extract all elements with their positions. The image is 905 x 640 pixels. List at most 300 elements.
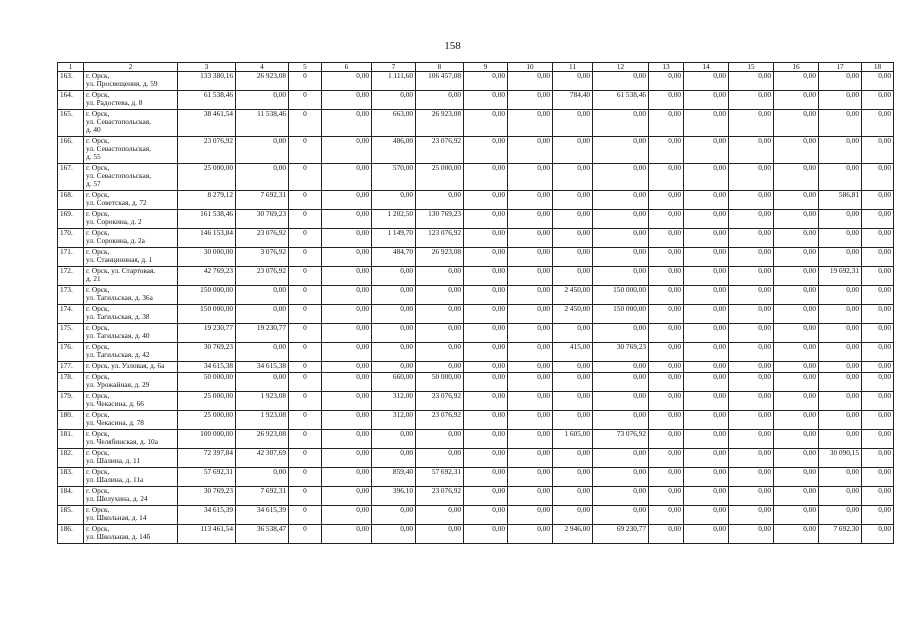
value-cell: 0,00 xyxy=(862,430,894,449)
value-cell: 0,00 xyxy=(464,487,508,506)
value-cell: 0,00 xyxy=(649,430,684,449)
value-cell: 34 615,39 xyxy=(178,506,236,525)
value-cell: 150 000,00 xyxy=(178,305,236,324)
value-cell: 0,00 xyxy=(322,430,372,449)
value-cell: 0,00 xyxy=(862,137,894,164)
value-cell: 0,00 xyxy=(508,343,553,362)
address-line: г. Орск, xyxy=(86,71,110,80)
value-cell: 0,00 xyxy=(322,72,372,91)
value-cell: 0,00 xyxy=(684,468,729,487)
value-cell: 0,00 xyxy=(464,324,508,343)
value-cell: 0 xyxy=(289,430,322,449)
value-cell: 150 000,00 xyxy=(178,286,236,305)
value-cell: 0,00 xyxy=(774,286,819,305)
value-cell: 0,00 xyxy=(819,286,862,305)
value-cell: 0,00 xyxy=(862,324,894,343)
value-cell: 1 111,60 xyxy=(372,72,416,91)
value-cell: 0,00 xyxy=(416,362,464,373)
value-cell: 0,00 xyxy=(508,305,553,324)
header-row xyxy=(58,63,894,72)
address-line: ул. Чекасина, д. 78 xyxy=(86,418,144,427)
table-row xyxy=(58,525,894,544)
value-cell: 0,00 xyxy=(649,506,684,525)
value-cell: 0,00 xyxy=(729,525,774,544)
value-cell: 42 307,69 xyxy=(236,449,289,468)
value-cell: 0,00 xyxy=(729,137,774,164)
value-cell: 0,00 xyxy=(508,468,553,487)
address-line: ул. Школьная, д. 14 xyxy=(86,513,147,522)
address-line: д. 40 xyxy=(86,125,101,134)
value-cell: 0,00 xyxy=(322,191,372,210)
value-cell: 100 000,00 xyxy=(178,430,236,449)
value-cell: 0,00 xyxy=(508,286,553,305)
value-cell: 0,00 xyxy=(593,449,649,468)
value-cell: 0,00 xyxy=(593,373,649,392)
address-cell xyxy=(84,305,178,324)
value-cell: 61 538,46 xyxy=(178,91,236,110)
table-row xyxy=(58,506,894,525)
value-cell: 0,00 xyxy=(464,392,508,411)
value-cell: 0,00 xyxy=(322,449,372,468)
value-cell: 0,00 xyxy=(322,110,372,137)
value-cell: 0,00 xyxy=(464,110,508,137)
row-number: 174. xyxy=(58,305,84,324)
address-cell xyxy=(84,373,178,392)
row-number: 173. xyxy=(58,286,84,305)
table-row xyxy=(58,91,894,110)
address-line: д. 55 xyxy=(86,152,101,161)
value-cell: 0,00 xyxy=(508,324,553,343)
address-cell xyxy=(84,248,178,267)
value-cell: 0,00 xyxy=(819,324,862,343)
value-cell: 0,00 xyxy=(729,373,774,392)
value-cell: 0,00 xyxy=(372,305,416,324)
value-cell: 0,00 xyxy=(553,506,593,525)
value-cell: 0,00 xyxy=(862,392,894,411)
address-line: г. Орск, xyxy=(86,109,110,118)
value-cell: 0,00 xyxy=(819,110,862,137)
value-cell: 0 xyxy=(289,229,322,248)
address-line: ул. Шалина, д. 11 xyxy=(86,456,141,465)
value-cell: 0,00 xyxy=(593,210,649,229)
address-line: г. Орск, xyxy=(86,247,110,256)
value-cell: 0 xyxy=(289,449,322,468)
value-cell: 8 279,12 xyxy=(178,191,236,210)
value-cell: 30 000,00 xyxy=(178,248,236,267)
value-cell: 0,00 xyxy=(774,164,819,191)
value-cell: 0,00 xyxy=(774,305,819,324)
value-cell: 0,00 xyxy=(774,449,819,468)
value-cell: 0,00 xyxy=(464,449,508,468)
value-cell: 73 076,92 xyxy=(593,430,649,449)
value-cell: 0,00 xyxy=(372,525,416,544)
table-row xyxy=(58,324,894,343)
value-cell: 1 149,70 xyxy=(372,229,416,248)
table-row xyxy=(58,487,894,506)
value-cell: 25 000,00 xyxy=(416,164,464,191)
value-cell: 0 xyxy=(289,525,322,544)
value-cell: 0,00 xyxy=(774,362,819,373)
address-line: г. Орск, xyxy=(86,136,110,145)
address-line: г. Орск, ул. Узловая, д. 6а xyxy=(86,361,165,370)
value-cell: 0,00 xyxy=(464,430,508,449)
value-cell: 0,00 xyxy=(553,411,593,430)
value-cell: 0,00 xyxy=(416,324,464,343)
value-cell: 0,00 xyxy=(322,286,372,305)
value-cell: 7 692,31 xyxy=(236,191,289,210)
row-number: 177. xyxy=(58,362,84,373)
value-cell: 0,00 xyxy=(774,373,819,392)
value-cell: 312,00 xyxy=(372,411,416,430)
value-cell: 0,00 xyxy=(416,191,464,210)
value-cell: 0,00 xyxy=(508,525,553,544)
value-cell: 57 692,31 xyxy=(178,468,236,487)
value-cell: 0,00 xyxy=(236,286,289,305)
value-cell: 0,00 xyxy=(862,525,894,544)
value-cell: 0,00 xyxy=(464,525,508,544)
value-cell: 0,00 xyxy=(322,411,372,430)
value-cell: 0,00 xyxy=(322,210,372,229)
value-cell: 0,00 xyxy=(649,343,684,362)
column-header: 18 xyxy=(862,63,894,72)
address-line: г. Орск, xyxy=(86,429,110,438)
address-cell xyxy=(84,191,178,210)
column-header: 10 xyxy=(508,63,553,72)
value-cell: 0,00 xyxy=(553,373,593,392)
value-cell: 30 769,23 xyxy=(178,487,236,506)
address-line: ул. Урожайная, д. 29 xyxy=(86,380,150,389)
address-line: ул. Севастопольская, xyxy=(86,144,151,153)
value-cell: 0,00 xyxy=(508,191,553,210)
value-cell: 0,00 xyxy=(862,468,894,487)
value-cell: 0,00 xyxy=(416,267,464,286)
value-cell: 0,00 xyxy=(649,449,684,468)
value-cell: 72 397,84 xyxy=(178,449,236,468)
address-line: ул. Севастопольская, xyxy=(86,117,151,126)
value-cell: 0,00 xyxy=(729,110,774,137)
column-header: 2 xyxy=(84,63,178,72)
address-line: ул. Станционная, д. 1 xyxy=(86,255,153,264)
value-cell: 0,00 xyxy=(416,305,464,324)
value-cell: 484,70 xyxy=(372,248,416,267)
value-cell: 0 xyxy=(289,110,322,137)
row-number: 181. xyxy=(58,430,84,449)
address-line: ул. Шалина, д. 11а xyxy=(86,475,144,484)
value-cell: 23 076,92 xyxy=(236,229,289,248)
value-cell: 30 769,23 xyxy=(178,343,236,362)
value-cell: 0,00 xyxy=(593,229,649,248)
value-cell: 0,00 xyxy=(649,286,684,305)
value-cell: 0,00 xyxy=(508,449,553,468)
value-cell: 0,00 xyxy=(819,137,862,164)
row-number: 180. xyxy=(58,411,84,430)
value-cell: 0,00 xyxy=(416,91,464,110)
value-cell: 2 946,00 xyxy=(553,525,593,544)
value-cell: 1 923,08 xyxy=(236,411,289,430)
column-header: 16 xyxy=(774,63,819,72)
value-cell: 0,00 xyxy=(553,468,593,487)
value-cell: 0 xyxy=(289,506,322,525)
column-header: 14 xyxy=(684,63,729,72)
value-cell: 0,00 xyxy=(372,286,416,305)
value-cell: 0,00 xyxy=(464,373,508,392)
value-cell: 0,00 xyxy=(464,286,508,305)
row-number: 185. xyxy=(58,506,84,525)
column-header: 15 xyxy=(729,63,774,72)
value-cell: 0,00 xyxy=(819,468,862,487)
value-cell: 0,00 xyxy=(774,506,819,525)
value-cell: 0,00 xyxy=(372,506,416,525)
value-cell: 0,00 xyxy=(508,506,553,525)
value-cell: 0,00 xyxy=(774,487,819,506)
value-cell: 0,00 xyxy=(322,91,372,110)
table-row xyxy=(58,362,894,373)
table-row xyxy=(58,449,894,468)
value-cell: 0,00 xyxy=(372,324,416,343)
value-cell: 0,00 xyxy=(684,525,729,544)
value-cell: 0,00 xyxy=(508,72,553,91)
address-line: ул. Сорокина, д. 2а xyxy=(86,236,145,245)
address-cell xyxy=(84,137,178,164)
value-cell: 161 538,46 xyxy=(178,210,236,229)
value-cell: 0,00 xyxy=(819,430,862,449)
value-cell: 0,00 xyxy=(819,164,862,191)
value-cell: 0,00 xyxy=(684,164,729,191)
address-line: д. 21 xyxy=(86,274,101,283)
address-line: ул. Тагильская, д. 36а xyxy=(86,293,153,302)
value-cell: 0,00 xyxy=(508,137,553,164)
value-cell: 0,00 xyxy=(862,110,894,137)
address-cell xyxy=(84,343,178,362)
value-cell: 0,00 xyxy=(322,137,372,164)
value-cell: 0,00 xyxy=(464,91,508,110)
value-cell: 0,00 xyxy=(649,373,684,392)
value-cell: 0,00 xyxy=(553,229,593,248)
table-row xyxy=(58,267,894,286)
value-cell: 0,00 xyxy=(684,248,729,267)
value-cell: 0,00 xyxy=(819,91,862,110)
value-cell: 23 076,92 xyxy=(416,487,464,506)
value-cell: 0,00 xyxy=(593,110,649,137)
value-cell: 0,00 xyxy=(729,191,774,210)
row-number: 169. xyxy=(58,210,84,229)
value-cell: 0,00 xyxy=(684,210,729,229)
table-row xyxy=(58,392,894,411)
address-line: г. Орск, xyxy=(86,304,110,313)
value-cell: 0,00 xyxy=(729,229,774,248)
address-cell xyxy=(84,506,178,525)
value-cell: 0 xyxy=(289,191,322,210)
address-line: г. Орск, xyxy=(86,90,110,99)
address-line: ул. Просвещения, д. 59 xyxy=(86,79,158,88)
value-cell: 3 076,92 xyxy=(236,248,289,267)
value-cell: 570,00 xyxy=(372,164,416,191)
value-cell: 146 153,84 xyxy=(178,229,236,248)
value-cell: 0,00 xyxy=(729,91,774,110)
value-cell: 0,00 xyxy=(553,210,593,229)
value-cell: 0,00 xyxy=(729,248,774,267)
address-cell xyxy=(84,468,178,487)
value-cell: 0,00 xyxy=(593,487,649,506)
value-cell: 0 xyxy=(289,164,322,191)
column-header: 9 xyxy=(464,63,508,72)
table-row xyxy=(58,137,894,164)
address-line: г. Орск, ул. Стартовая, xyxy=(86,266,156,275)
value-cell: 0,00 xyxy=(684,343,729,362)
value-cell: 0,00 xyxy=(819,305,862,324)
value-cell: 0,00 xyxy=(862,506,894,525)
address-cell xyxy=(84,449,178,468)
value-cell: 0,00 xyxy=(508,267,553,286)
value-cell: 0,00 xyxy=(819,229,862,248)
value-cell: 0,00 xyxy=(774,324,819,343)
value-cell: 25 000,00 xyxy=(178,411,236,430)
table-row xyxy=(58,229,894,248)
value-cell: 0,00 xyxy=(729,164,774,191)
row-number: 175. xyxy=(58,324,84,343)
value-cell: 0,00 xyxy=(684,392,729,411)
address-line: ул. Тагильская, д. 40 xyxy=(86,331,150,340)
value-cell: 0 xyxy=(289,392,322,411)
value-cell: 0,00 xyxy=(729,286,774,305)
table-row xyxy=(58,210,894,229)
value-cell: 57 692,31 xyxy=(416,468,464,487)
address-line: г. Орск, xyxy=(86,209,110,218)
value-cell: 0,00 xyxy=(862,229,894,248)
value-cell: 0,00 xyxy=(684,449,729,468)
address-cell xyxy=(84,229,178,248)
value-cell: 0,00 xyxy=(464,305,508,324)
column-header: 5 xyxy=(289,63,322,72)
address-cell xyxy=(84,110,178,137)
value-cell: 0,00 xyxy=(593,72,649,91)
row-number: 168. xyxy=(58,191,84,210)
table-row xyxy=(58,305,894,324)
value-cell: 0,00 xyxy=(464,164,508,191)
value-cell: 1 923,08 xyxy=(236,392,289,411)
value-cell: 0,00 xyxy=(684,137,729,164)
address-line: ул. Сорокина, д. 2 xyxy=(86,217,142,226)
address-cell xyxy=(84,91,178,110)
value-cell: 0,00 xyxy=(464,137,508,164)
column-header: 4 xyxy=(236,63,289,72)
value-cell: 0 xyxy=(289,305,322,324)
value-cell: 0,00 xyxy=(236,91,289,110)
value-cell: 0,00 xyxy=(372,343,416,362)
value-cell: 0,00 xyxy=(684,267,729,286)
row-number: 178. xyxy=(58,373,84,392)
value-cell: 0,00 xyxy=(553,164,593,191)
column-header: 12 xyxy=(593,63,649,72)
value-cell: 0,00 xyxy=(649,305,684,324)
value-cell: 0,00 xyxy=(684,324,729,343)
value-cell: 0,00 xyxy=(649,137,684,164)
value-cell: 0,00 xyxy=(508,411,553,430)
address-line: ул. Севастопольская, xyxy=(86,171,151,180)
value-cell: 133 380,16 xyxy=(178,72,236,91)
table-row xyxy=(58,411,894,430)
value-cell: 0,00 xyxy=(819,411,862,430)
register-table xyxy=(57,62,894,544)
value-cell: 0 xyxy=(289,137,322,164)
value-cell: 30 769,23 xyxy=(236,210,289,229)
value-cell: 0,00 xyxy=(372,430,416,449)
value-cell: 0,00 xyxy=(508,392,553,411)
value-cell: 130 769,23 xyxy=(416,210,464,229)
value-cell: 23 076,92 xyxy=(416,392,464,411)
address-cell xyxy=(84,286,178,305)
value-cell: 26 923,08 xyxy=(236,72,289,91)
row-number: 163. xyxy=(58,72,84,91)
value-cell: 0,00 xyxy=(508,430,553,449)
value-cell: 0,00 xyxy=(553,324,593,343)
row-number: 186. xyxy=(58,525,84,544)
value-cell: 0,00 xyxy=(553,392,593,411)
row-number: 179. xyxy=(58,392,84,411)
value-cell: 0,00 xyxy=(372,191,416,210)
value-cell: 30 090,15 xyxy=(819,449,862,468)
value-cell: 0,00 xyxy=(553,191,593,210)
value-cell: 0,00 xyxy=(774,191,819,210)
value-cell: 0,00 xyxy=(774,392,819,411)
value-cell: 0,00 xyxy=(372,362,416,373)
value-cell: 0,00 xyxy=(649,392,684,411)
value-cell: 0,00 xyxy=(684,373,729,392)
address-line: г. Орск, xyxy=(86,391,110,400)
value-cell: 0,00 xyxy=(464,506,508,525)
value-cell: 0,00 xyxy=(416,506,464,525)
address-line: г. Орск, xyxy=(86,323,110,332)
address-cell xyxy=(84,525,178,544)
value-cell: 0,00 xyxy=(372,91,416,110)
value-cell: 0,00 xyxy=(593,164,649,191)
value-cell: 0,00 xyxy=(322,373,372,392)
value-cell: 0,00 xyxy=(729,487,774,506)
value-cell: 0,00 xyxy=(729,343,774,362)
value-cell: 0,00 xyxy=(593,191,649,210)
row-number: 172. xyxy=(58,267,84,286)
value-cell: 0,00 xyxy=(464,362,508,373)
address-cell xyxy=(84,362,178,373)
address-cell xyxy=(84,411,178,430)
value-cell: 0,00 xyxy=(322,229,372,248)
value-cell: 0,00 xyxy=(372,449,416,468)
address-line: г. Орск, xyxy=(86,285,110,294)
value-cell: 34 615,39 xyxy=(236,506,289,525)
value-cell: 0,00 xyxy=(684,91,729,110)
value-cell: 0,00 xyxy=(862,210,894,229)
value-cell: 586,81 xyxy=(819,191,862,210)
column-header: 13 xyxy=(649,63,684,72)
value-cell: 0,00 xyxy=(464,343,508,362)
row-number: 167. xyxy=(58,164,84,191)
value-cell: 0,00 xyxy=(322,468,372,487)
value-cell: 34 615,38 xyxy=(178,362,236,373)
address-line: г. Орск, xyxy=(86,372,110,381)
value-cell: 0,00 xyxy=(553,137,593,164)
address-line: г. Орск, xyxy=(86,163,110,172)
value-cell: 0,00 xyxy=(508,110,553,137)
value-cell: 0,00 xyxy=(508,373,553,392)
address-line: г. Орск, xyxy=(86,342,110,351)
value-cell: 0 xyxy=(289,248,322,267)
value-cell: 0,00 xyxy=(729,506,774,525)
value-cell: 25 000,00 xyxy=(178,392,236,411)
address-line: ул. Советская, д. 72 xyxy=(86,198,147,207)
value-cell: 0,00 xyxy=(819,72,862,91)
row-number: 176. xyxy=(58,343,84,362)
value-cell: 0,00 xyxy=(729,72,774,91)
